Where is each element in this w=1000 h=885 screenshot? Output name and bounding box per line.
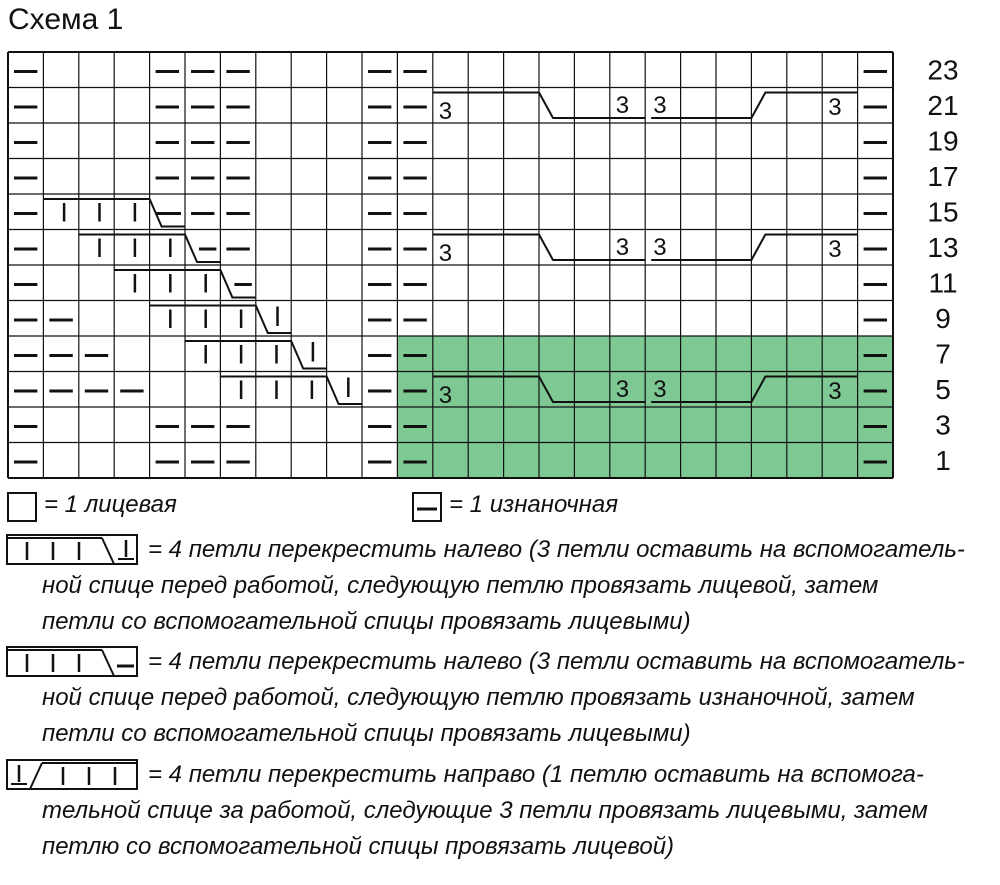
big-cable-count-label: 3 [615,376,630,403]
row-number: 13 [927,232,959,264]
big-cable-count-label: 3 [828,94,842,121]
right-cross-knit-symbol [6,758,140,792]
legend-left-purl-line-2: ной спице перед работой, следующую петлю провязать изнаночной, затем [42,684,915,711]
big-cable-count-label: 3 [615,234,630,261]
row-number: 5 [935,374,951,406]
row-number: 9 [935,303,951,335]
knit-symbol [7,492,39,524]
left-cross-knit-symbol [6,533,140,567]
legend-left-knit-line-1: = 4 петли перекрестить налево (3 петли оставить на вспомогатель- [148,536,965,563]
purl-symbol [412,492,444,524]
row-number: 3 [935,409,951,441]
big-cable-count-label: 3 [828,378,842,405]
row-number: 23 [927,54,959,86]
row-number: 7 [935,338,951,370]
big-cable-count-label: 3 [653,92,667,119]
legend-right-knit-line-2: тельной спице за работой, следующие 3 петли провязать лицевыми, затем [42,797,928,824]
legend-purl-text: = 1 изнаночная [449,491,619,518]
big-cable-count-label: 3 [438,98,453,125]
big-cable-count-label: 3 [438,382,453,409]
row-number: 17 [927,161,959,193]
big-cable-count-label: 3 [653,376,667,403]
row-number: 1 [935,445,951,477]
legend-knit-text: = 1 лицевая [44,491,177,518]
left-cross-purl-symbol [6,645,140,679]
legend-left-knit-line-3: петли со вспомогательной спицы провязать лицевыми) [42,608,691,635]
big-cable-count-label: 3 [615,92,630,119]
big-cable-count-label: 3 [438,240,453,267]
legend-left-purl-line-3: петли со вспомогательной спицы провязать лицевыми) [42,720,691,747]
row-number: 21 [927,90,959,122]
legend-right-knit-line-3: петлю со вспомогательной спицы провязать лицевой) [42,833,675,860]
row-number: 11 [928,267,958,299]
big-cable-count-label: 3 [653,234,667,261]
row-number: 19 [927,125,959,157]
chart-title: Схема 1 [8,3,124,36]
legend-left-purl-line-1: = 4 петли перекрестить налево (3 петли оставить на вспомогатель- [148,648,965,675]
legend-right-knit-line-1: = 4 петли перекрестить направо (1 петлю оставить на вспомога- [148,761,924,788]
row-number: 15 [927,196,959,228]
legend-left-knit-line-2: ной спице перед работой, следующую петлю провязать лицевой, затем [42,572,879,599]
big-cable-count-label: 3 [828,236,842,263]
